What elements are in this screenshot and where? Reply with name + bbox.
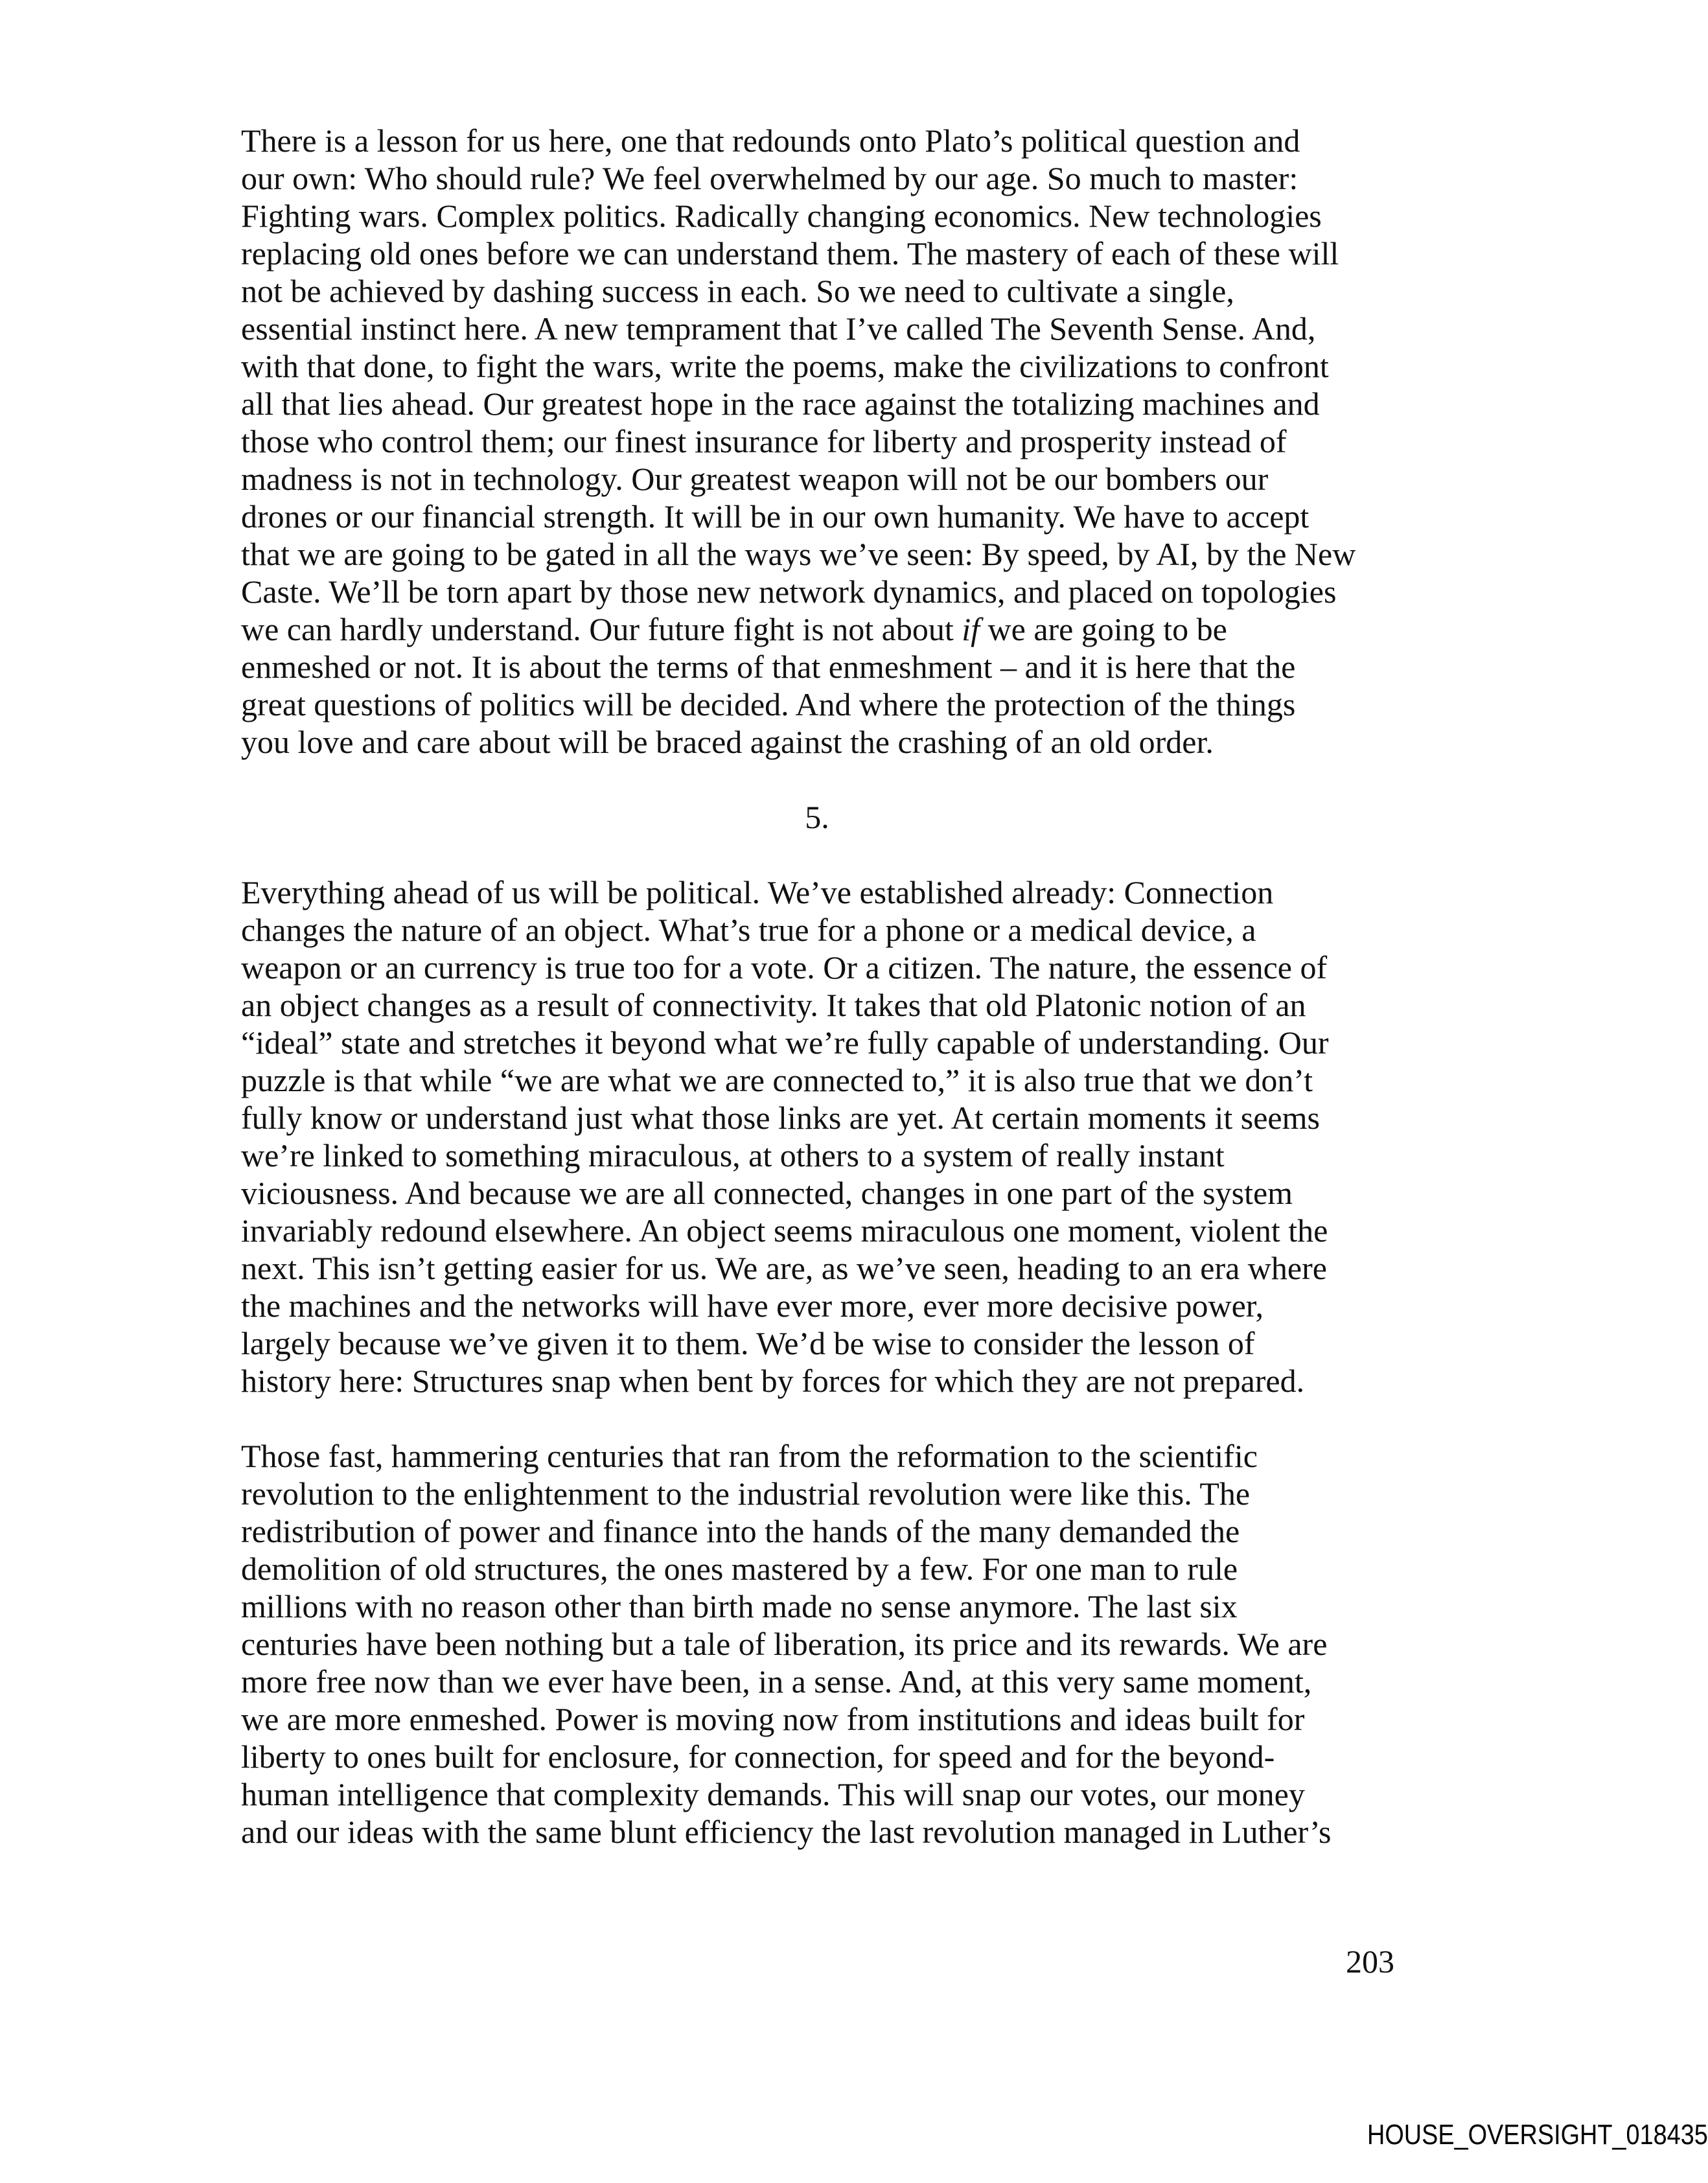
text-line: Everything ahead of us will be political. We’ve established already: Connection — [241, 874, 1274, 910]
text-line: next. This isn’t getting easier for us. We are, as we’ve seen, heading to an era where — [241, 1250, 1327, 1286]
text-line: our own: Who should rule? We feel overwhelmed by our age. So much to master: — [241, 160, 1298, 196]
paragraph-3 — [241, 1437, 1407, 1851]
page-number: 203 — [1346, 1943, 1394, 1980]
paragraph-2 — [241, 873, 1407, 1400]
text-line: Fighting wars. Complex politics. Radically changing economics. New technologies — [241, 198, 1322, 234]
text-line: and our ideas with the same blunt efficiency the last revolution managed in Luther’s — [241, 1814, 1332, 1850]
text-line: fully know or understand just what those links are yet. At certain moments it seems — [241, 1100, 1320, 1136]
text-line: that we are going to be gated in all the ways we’ve seen: By speed, by AI, by the New — [241, 536, 1356, 572]
text-line: centuries have been nothing but a tale of liberation, its price and its rewards. We are — [241, 1626, 1328, 1662]
text-line: demolition of old structures, the ones mastered by a few. For one man to rule — [241, 1551, 1238, 1587]
text-line: great questions of politics will be decided. And where the protection of the things — [241, 686, 1296, 722]
text-line: redistribution of power and finance into the hands of the many demanded the — [241, 1513, 1240, 1549]
page-body — [241, 122, 1407, 1851]
text-line: millions with no reason other than birth made no sense anymore. The last six — [241, 1588, 1238, 1624]
text-line: human intelligence that complexity demands. This will snap our votes, our money — [241, 1776, 1305, 1812]
text-line: Caste. We’ll be torn apart by those new network dynamics, and placed on topologies — [241, 573, 1337, 610]
text-line: There is a lesson for us here, one that redounds onto Plato’s political question and — [241, 122, 1300, 159]
text-line: puzzle is that while “we are what we are connected to,” it is also true that we don’t — [241, 1062, 1313, 1098]
spacer — [241, 1400, 1407, 1437]
section-number: 5. — [805, 799, 829, 835]
bates-stamp: HOUSE_OVERSIGHT_018435 — [1367, 2119, 1708, 2151]
text-line: changes the nature of an object. What’s true for a phone or a medical device, a — [241, 912, 1256, 948]
text-line: you love and care about will be braced against the crashing of an old order. — [241, 724, 1214, 760]
spacer — [241, 836, 1407, 873]
text-line: an object changes as a result of connectivity. It takes that old Platonic notion of an — [241, 987, 1306, 1023]
text-line: more free now than we ever have been, in a sense. And, at this very same moment, — [241, 1663, 1312, 1700]
text-line: with that done, to fight the wars, write the poems, make the civilizations to confront — [241, 348, 1329, 384]
text-line: revolution to the enlightenment to the industrial revolution were like this. The — [241, 1475, 1251, 1512]
text-line: we are more enmeshed. Power is moving now from institutions and ideas built for — [241, 1701, 1305, 1737]
text-line: drones or our financial strength. It will be in our own humanity. We have to accept — [241, 498, 1310, 535]
text-line: liberty to ones built for enclosure, for connection, for speed and for the beyond- — [241, 1738, 1275, 1775]
text-segment: we are going to be — [980, 611, 1227, 647]
italic-word: if — [962, 611, 980, 647]
text-line: largely because we’ve given it to them. We’d be wise to consider the lesson of — [241, 1325, 1255, 1361]
text-line: we’re linked to something miraculous, at others to a system of really instant — [241, 1137, 1225, 1173]
text-line: replacing old ones before we can understand them. The mastery of each of these will — [241, 235, 1339, 271]
text-line: enmeshed or not. It is about the terms of that enmeshment – and it is here that the — [241, 649, 1296, 685]
text-line: Those fast, hammering centuries that ran from the reformation to the scientific — [241, 1438, 1258, 1474]
text-line: all that lies ahead. Our greatest hope in the race against the totalizing machines and — [241, 386, 1320, 422]
text-line: weapon or an currency is true too for a vote. Or a citizen. The nature, the essence of — [241, 949, 1328, 986]
text-line: madness is not in technology. Our greatest weapon will not be our bombers our — [241, 461, 1269, 497]
spacer — [241, 761, 1407, 798]
text-line: history here: Structures snap when bent by forces for which they are not prepared. — [241, 1363, 1305, 1399]
text-line: invariably redound elsewhere. An object seems miraculous one moment, violent the — [241, 1212, 1328, 1249]
text-line: the machines and the networks will have ever more, ever more decisive power, — [241, 1288, 1264, 1324]
text-line: viciousness. And because we are all connected, changes in one part of the system — [241, 1175, 1293, 1211]
text-line: those who control them; our finest insurance for liberty and prosperity instead of — [241, 423, 1287, 459]
text-line: not be achieved by dashing success in each. So we need to cultivate a single, — [241, 273, 1234, 309]
paragraph-1 — [241, 122, 1407, 761]
text-segment: we can hardly understand. Our future fight is not about — [241, 611, 962, 647]
text-line: “ideal” state and stretches it beyond what we’re fully capable of understanding. Our — [241, 1024, 1329, 1061]
text-line: essential instinct here. A new temprament that I’ve called The Seventh Sense. And, — [241, 310, 1316, 347]
text-line — [241, 610, 1407, 648]
